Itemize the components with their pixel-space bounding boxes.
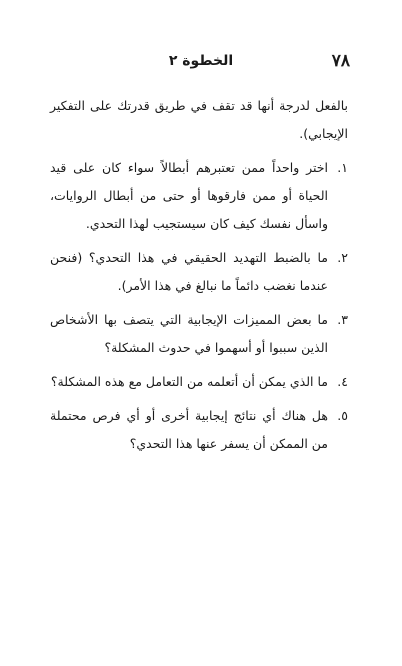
list-item	[50, 306, 348, 362]
intro-paragraph: بالفعل لدرجة أنها قد تقف في طريق قدرتك على التفكير الإيجابي).	[50, 98, 348, 141]
list-item-text: هل هناك أي نتائج إيجابية أخرى أو أي فرص محتملة من الممكن أن يسفر عنها هذا التحدي؟	[50, 408, 328, 451]
page-header	[44, 50, 358, 72]
list-item-text: ما الذي يمكن أن أتعلمه من التعامل مع هذه المشكلة؟	[50, 374, 328, 389]
page-number: ٧٨	[331, 51, 350, 71]
list-item-number: ١.	[337, 160, 348, 175]
list-item-number: ٢.	[337, 250, 348, 265]
list-item	[50, 368, 348, 396]
list-item	[50, 244, 348, 300]
list-item-number: ٥.	[337, 408, 348, 423]
list-item-text: ما بعض المميزات الإيجابية التي يتصف بها الأشخاص الذين سببوا أو أسهموا في حدوث المشكلة؟	[50, 312, 328, 355]
running-title: الخطوة ٢	[168, 53, 234, 69]
list-item-text: ما بالضبط التهديد الحقيقي في هذا التحدي؟ (فنحن عندما نغضب دائماً ما نبالغ في هذا الأمر).	[50, 250, 328, 293]
list-item	[50, 402, 348, 458]
list-item-number: ٣.	[337, 312, 348, 327]
body-text	[50, 92, 348, 464]
list-item	[50, 154, 348, 238]
questions-list	[50, 154, 348, 458]
list-item-number: ٤.	[337, 374, 348, 389]
list-item-text: اختر واحداً ممن تعتبرهم أبطالاً سواء كان على قيد الحياة أو ممن فارقوها أو حتى من أبطال الروايات، واسأل نفسك كيف كان سيستجيب لهذا التحدي.	[50, 160, 328, 231]
